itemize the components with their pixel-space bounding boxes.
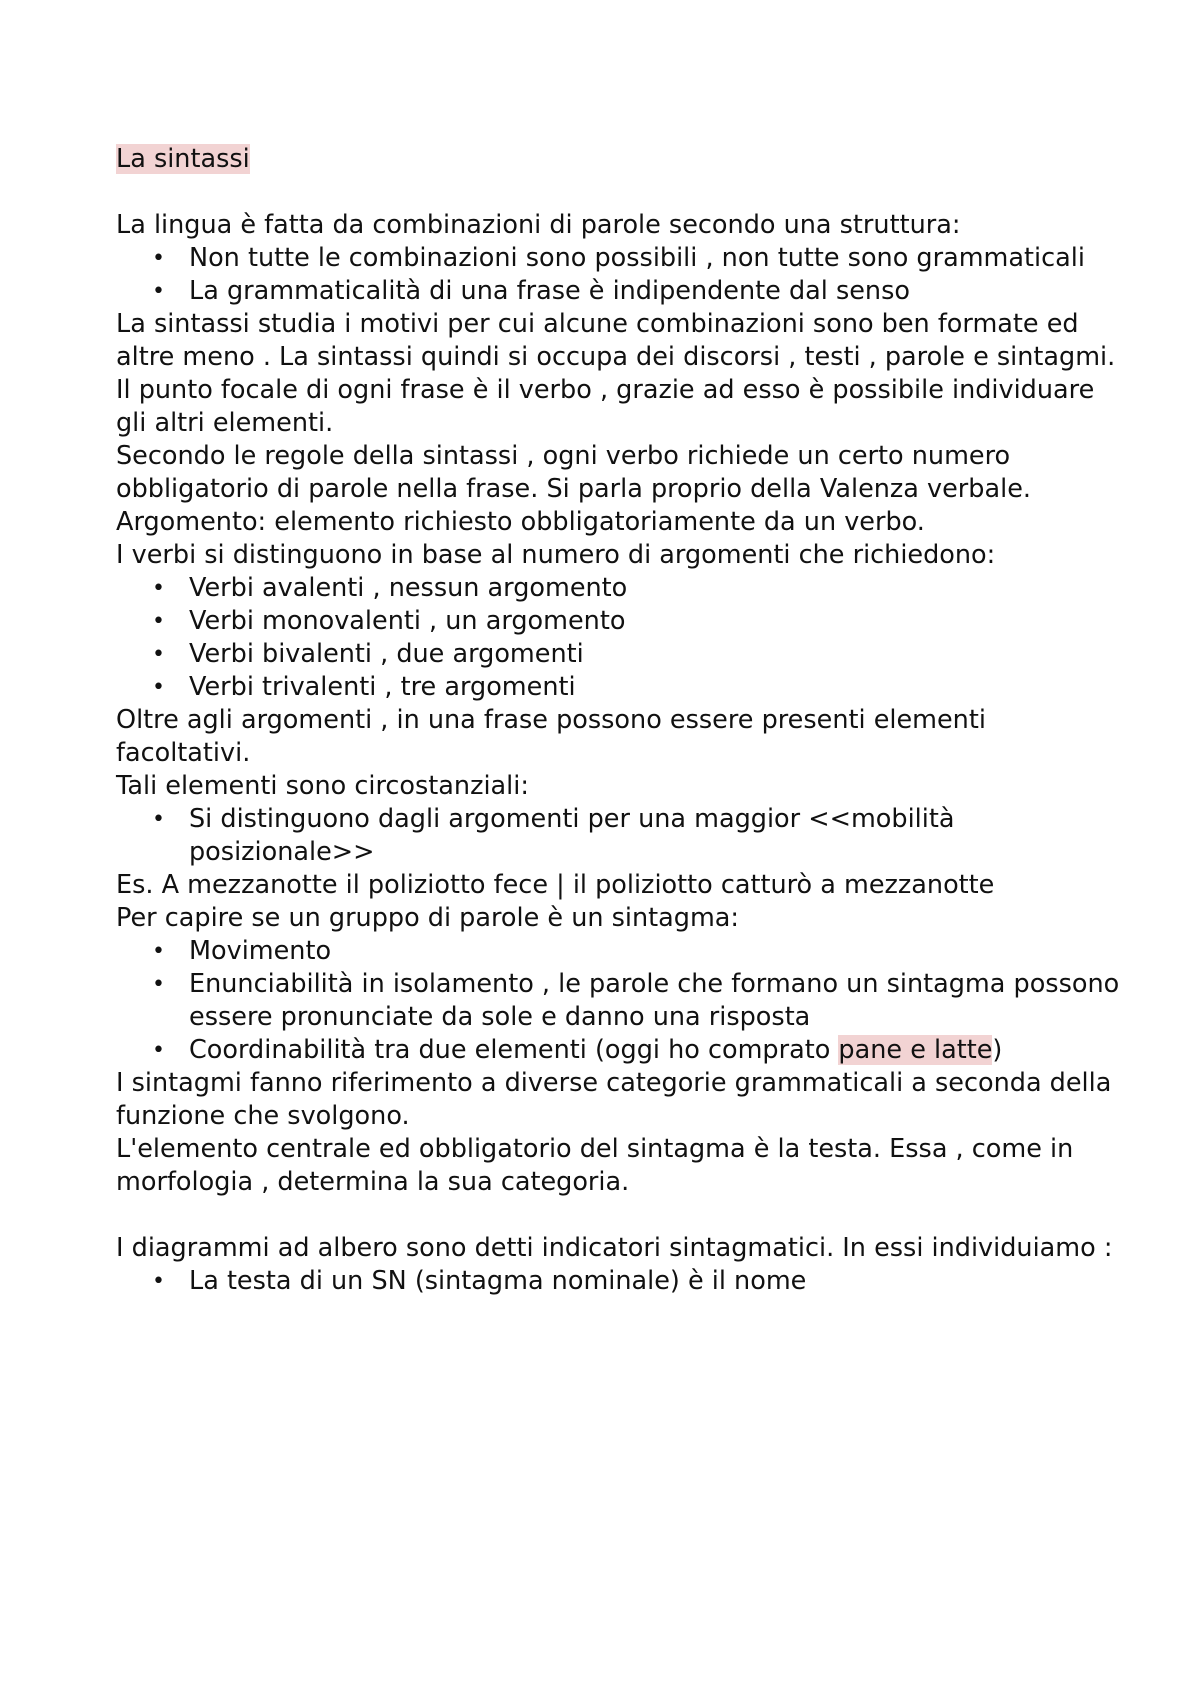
list-item: • Non tutte le combinazioni sono possibili , non tutte sono grammaticali [116, 242, 1120, 275]
list-item: • Verbi bivalenti , due argomenti [116, 638, 1120, 671]
text-segment: Coordinabilità tra due elementi (oggi ho comprato [189, 1035, 839, 1065]
bullet-list [116, 1265, 1120, 1298]
highlighted-text: pane e latte [838, 1035, 993, 1065]
list-item: • La grammaticalità di una frase è indipendente dal senso [116, 275, 1120, 308]
list-item: • Verbi trivalenti , tre argomenti [116, 671, 1120, 704]
paragraph: La sintassi studia i motivi per cui alcune combinazioni sono ben formate ed altre meno . La sintassi quindi si occupa dei discorsi , testi , parole e sintagmi. [116, 309, 1116, 372]
paragraph: Tali elementi sono circostanziali: [116, 771, 529, 801]
list-item: • Verbi avalenti , nessun argomento [116, 572, 1120, 605]
paragraph: L'elemento centrale ed obbligatorio del sintagma è la testa. Essa , come in morfologia , determina la sua categoria. [116, 1134, 1074, 1197]
title-highlight: La sintassi [116, 144, 250, 174]
document-title [116, 143, 1120, 176]
list-item: • Verbi monovalenti , un argomento [116, 605, 1120, 638]
paragraph: I verbi si distinguono in base al numero di argomenti che richiedono: [116, 540, 996, 570]
list-item: • La testa di un SN (sintagma nominale) è il nome [116, 1265, 1120, 1298]
paragraph: Oltre agli argomenti , in una frase possono essere presenti elementi facoltativi. [116, 705, 986, 768]
paragraph: Argomento: elemento richiesto obbligatoriamente da un verbo. [116, 507, 925, 537]
text-segment: ) [992, 1035, 1003, 1065]
bullet-list [116, 572, 1120, 704]
bullet-list [116, 803, 1120, 869]
paragraph: I sintagmi fanno riferimento a diverse categorie grammaticali a seconda della funzione che svolgono. [116, 1068, 1112, 1131]
bullet-list [116, 242, 1120, 308]
paragraph: I diagrammi ad albero sono detti indicatori sintagmatici. In essi individuiamo : [116, 1233, 1113, 1263]
list-item-coordinabilita [116, 1034, 1120, 1067]
blank-line [116, 1199, 1120, 1232]
paragraph: Il punto focale di ogni frase è il verbo , grazie ad esso è possibile individuare gli altri elementi. [116, 375, 1095, 438]
list-item: • Enunciabilità in isolamento , le parole che formano un sintagma possono essere pronunciate da sole e danno una risposta [116, 968, 1120, 1034]
list-item: • Movimento [116, 935, 1120, 968]
paragraph: Per capire se un gruppo di parole è un sintagma: [116, 903, 740, 933]
paragraph: Secondo le regole della sintassi , ogni verbo richiede un certo numero obbligatorio di parole nella frase. Si parla proprio della Valenza verbale. [116, 441, 1031, 504]
paragraph: La lingua è fatta da combinazioni di parole secondo una struttura: [116, 210, 961, 240]
paragraph: Es. A mezzanotte il poliziotto fece | il poliziotto catturò a mezzanotte [116, 870, 995, 900]
blank-line [116, 176, 1120, 209]
bullet-list [116, 935, 1120, 1067]
list-item: • Si distinguono dagli argomenti per una maggior <<mobilità posizionale>> [116, 803, 1120, 869]
